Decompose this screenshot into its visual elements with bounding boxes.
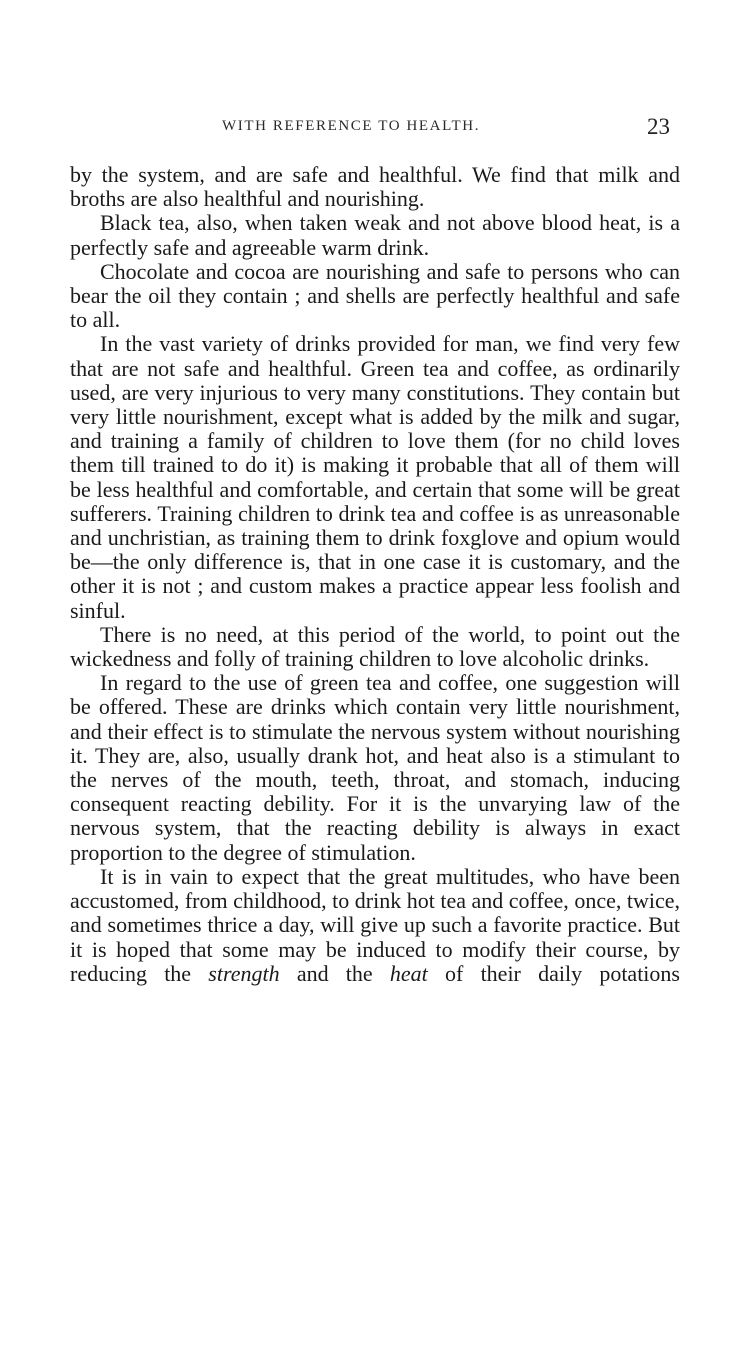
paragraph-6: In regard to the use of green tea and coffee, one suggestion will be offered. These are drinks which contain very little nourishment, and their effect is to stimulate the nervous system without nourishing it. They are, also, usually drank hot, and heat also is a stimulant to the nerves of the mouth, teeth, throat, and stomach, inducing consequent reacting debility. For it is the unvarying law of the nervous system, that the reacting debility is always in exact proportion to the degree of stimulation.	[70, 670, 680, 865]
paragraph-3: Chocolate and cocoa are nourishing and safe to persons who can bear the oil they contain ; and shells are perfectly healthful and safe to all.	[70, 258, 680, 333]
paragraph-5: There is no need, at this period of the world, to point out the wickedness and folly of training children to love alcoholic drinks.	[70, 621, 680, 672]
running-head: WITH REFERENCE TO HEALTH.	[222, 118, 481, 134]
body-text	[70, 163, 680, 986]
paragraph-7	[70, 865, 680, 986]
page-header	[0, 114, 750, 142]
paragraph-7-text-middle: and the	[279, 960, 390, 986]
paragraph-1: by the system, and are safe and healthful. We find that milk and broths are also healthful and nourishing.	[70, 162, 680, 212]
emphasis-strength: strength	[208, 960, 280, 986]
paragraph-7-text-end: of their daily potations	[427, 960, 680, 986]
page-number: 23	[647, 114, 670, 139]
emphasis-heat: heat	[389, 960, 428, 986]
paragraph-2: Black tea, also, when taken weak and not above blood heat, is a perfectly safe and agreeable warm drink.	[70, 210, 680, 260]
paragraph-7-text-start: It is in vain to expect that the great multitudes, who have been accustomed, from childhood, to drink hot tea and coffee, once, twice, and sometimes thrice a day, will give up such a favorite practice. But it is hoped that some may be induced to modify their course, by reducing the	[70, 863, 680, 986]
paragraph-4: In the vast variety of drinks provided for man, we find very few that are not safe and healthful. Green tea and coffee, as ordinarily used, are very injurious to very many constitutions. They contain but very little nourishment, except what is added by the milk and sugar, and training a family of children to love them (for no child loves them till trained to do it) is making it probable that all of them will be less healthful and comfortable, and certain that some will be great sufferers. Training children to drink tea and coffee is as unreasonable and unchristian, as training them to drink foxglove and opium would be—the only difference is, that in one case it is customary, and the other it is not ; and custom makes a practice appear less foolish and sinful.	[70, 331, 680, 623]
